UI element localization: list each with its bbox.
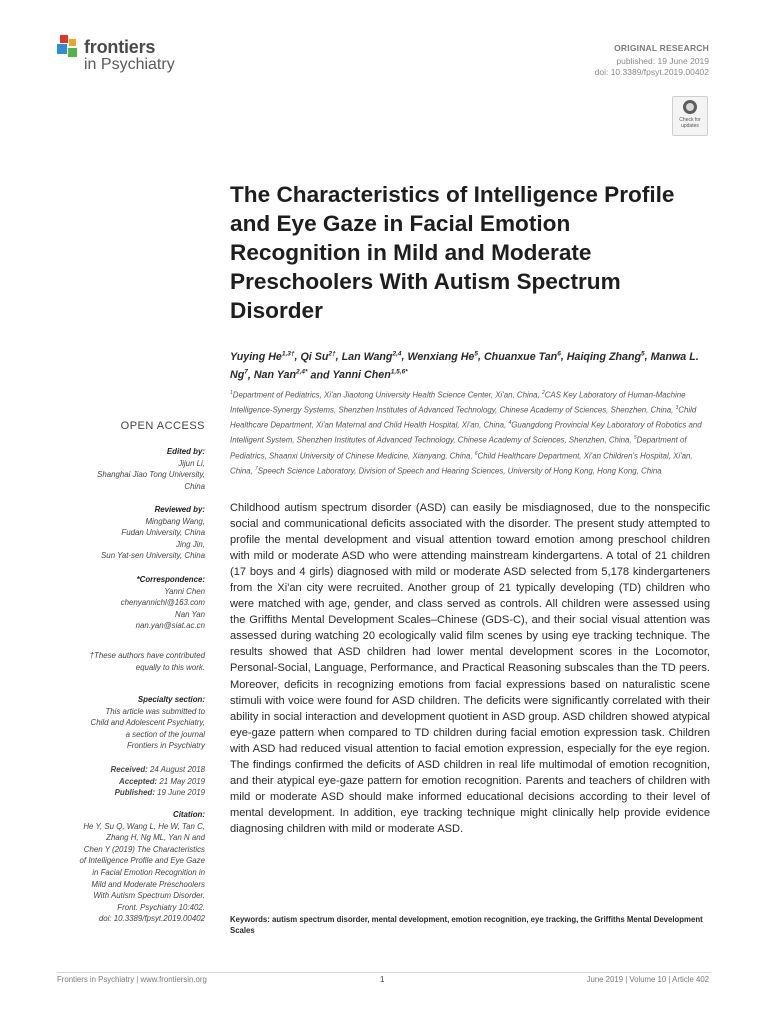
page-number: 1	[380, 975, 385, 984]
affiliation-marker: 3	[675, 405, 679, 412]
correspondence-line[interactable]: Nan Yan	[175, 609, 205, 619]
date-label: Received:	[110, 765, 148, 774]
affiliation-text: Speech Science Laboratory, Division of Speech and Hearing Sciences, University of Hong Kong, Hong Kong, China	[257, 466, 662, 476]
keywords: Keywords: autism spectrum disorder, mental development, emotion recognition, eye tracking, the Griffiths Mental Development Scales	[230, 915, 703, 936]
citation-line: Mild and Moderate Preschoolers	[91, 879, 205, 889]
reviewer-line: Mingbang Wang,	[145, 516, 205, 526]
check-updates-label: Check for updates	[679, 117, 701, 129]
author-name: Yanni Chen	[332, 369, 391, 382]
author-affiliation-marker: 7	[244, 368, 248, 376]
author-affiliation-marker: 2†	[328, 350, 336, 357]
date-row	[55, 776, 205, 788]
citation-section	[55, 809, 205, 925]
edited-by-section	[55, 446, 205, 492]
reviewed-by-heading: Reviewed by:	[154, 505, 205, 514]
author-list: Yuying $He^{1,3\dagger}$, Qi $Su^{2\dagger}$, Lan Wang$^{2,4}$, Wenxiang He$^5$, Chuanxue Tan$^6$, Haiqing Zhang$^5$, Manwa L. Ng$^7$, Nan Yan$^{2,4*}$ and Yanni Chen$^{1,5,6*}$	[230, 350, 699, 382]
affiliation-marker: 6	[474, 450, 478, 457]
author-affiliation-marker: 6	[557, 350, 561, 357]
citation-line: With Autism Spectrum Disorder.	[93, 891, 205, 901]
specialty-section	[55, 694, 205, 752]
editor-line: China	[184, 481, 205, 491]
affiliation-text: CAS Key Laboratory of Human-Machine Intelligence-Synergy Systems, Shenzhen Institutes of Advanced Technology, Chinese Academy of Sciences, Shenzhen, China,	[230, 390, 686, 415]
specialty-heading: Specialty section:	[137, 695, 205, 704]
check-for-updates-badge[interactable]	[672, 96, 708, 136]
affiliation-marker: 4	[508, 420, 512, 427]
reviewed-by-section	[55, 504, 205, 562]
article-title: The Characteristics of Intelligence Profile and Eye Gaze in Facial Emotion Recognition in Mild and Moderate Preschoolers With Autism Spectrum Disorder	[230, 182, 675, 323]
citation-text	[55, 821, 205, 925]
equal-note-line: †These authors have contributed	[89, 651, 205, 660]
date-row	[55, 787, 205, 799]
author[interactable]	[300, 351, 335, 363]
citation-line: He Y, Su Q, Wang L, He W, Tan C,	[83, 821, 205, 831]
author-name: Qi Su	[300, 350, 329, 363]
edited-by-list	[55, 458, 205, 493]
affiliation-marker: 7	[255, 465, 258, 472]
journal-brand: frontiers	[84, 37, 156, 57]
affiliation-text: Child Healthcare Department, Xi'an Maternal and Child Health Hospital, Xi'an, China,	[230, 405, 697, 430]
citation-line: in Facial Emotion Recognition in	[92, 867, 205, 877]
author[interactable]	[407, 351, 478, 363]
citation-line: of Intelligence Profile and Eye Gaze	[79, 856, 205, 866]
author-name: Yuying He	[230, 350, 282, 363]
reviewer-line: Jing Jin,	[176, 539, 205, 549]
correspondence-line[interactable]: nan.yan@siat.ac.cn	[135, 621, 205, 631]
affiliation-text: Guangdong Provincial Key Laboratory of Robotics and Intelligent System, Shenzhen Institutes of Advanced Technology, Chinese Academy of Sciences, Shenzhen, China,	[230, 420, 702, 445]
edited-by-heading: Edited by:	[166, 447, 205, 456]
footer-volume-info: June 2019 | Volume 10 | Article 402	[586, 975, 709, 984]
author[interactable]	[484, 351, 561, 363]
affiliation-text: Child Healthcare Department, Xi'an Children's Hospital, Xi'an, China,	[230, 451, 693, 476]
author[interactable]	[254, 369, 308, 381]
author[interactable]	[332, 369, 407, 381]
article-dates	[55, 764, 205, 799]
author[interactable]	[342, 351, 402, 363]
date-label: Accepted:	[119, 776, 158, 786]
specialty-line: Frontiers in Psychiatry	[126, 741, 205, 751]
affiliation-text: Department of Pediatrics, Shaanxi University of Chinese Medicine, Xianyang, China,	[230, 436, 687, 461]
open-access-label: OPEN ACCESS	[120, 420, 205, 432]
journal-name: in Psychiatry	[84, 56, 175, 73]
equal-contribution-text	[55, 650, 205, 673]
affiliation-marker: 2	[541, 390, 545, 396]
article-type: ORIGINAL RESEARCH	[614, 43, 709, 53]
editor-line: Jijun Li,	[178, 458, 205, 468]
author-affiliation-marker: 5	[474, 350, 479, 357]
date-value: 21 May 2019	[157, 776, 205, 786]
citation-line: Zhang H, Ng ML, Yan N and	[106, 833, 205, 843]
equal-note-line: equally to this work.	[135, 662, 205, 672]
date-value: 24 August 2018	[147, 765, 205, 774]
affiliation-marker: 1	[230, 390, 233, 396]
equal-contribution-note	[55, 650, 205, 673]
citation-line: doi: 10.3389/fpsyt.2019.00402	[98, 914, 205, 924]
specialty-line: a section of the journal	[125, 729, 205, 739]
date-label: Published:	[114, 788, 155, 798]
citation-line: Chen Y (2019) The Characteristics	[83, 844, 205, 854]
author-affiliation-marker: 1,5,6*	[390, 368, 408, 376]
specialty-text	[55, 706, 205, 752]
abstract: Childhood autism spectrum disorder (ASD) can easily be misdiagnosed, due to the nonspecific social and communicational deficits associated with the disorder. The present study attempted to profile the mental development and visual attention toward emotion among preschool children with mild or moderate ASD who were attending mainstream kindergartens. A total of 21 children (17 boys and 4 girls) diagnosed with mild or moderate ASD selected from 5,178 kindergarteners from the Xi'an city were recruited. Another group of 21 typically developing (TD) children who were matched with age, gender, and class served as controls. All children were assessed using the Griffiths Mental Development Scales–Chinese (GDS-C), and their social visual attention was assessed during watching 20 ecologically valid film scenes by using eye tracking technique. The results showed that ASD children had lower mental development scores in the Locomotor, Personal-Social, Language, Performance, and Practical Reasoning subscales than the TD peers. Moreover, deficits in recognizing emotions from facial expressions based on naturalistic scene stimuli with voice were found for ASD children. The deficits were significantly correlated with their ability in social interaction and development quotient in ASD group. ASD children showed atypical eye-gaze pattern when compared to TD children during facial emotion expression task. Children with ASD had reduced visual attention to facial emotion expression, especially for the eye region. The findings confirmed the deficits of ASD children in real life multimodal of emotion recognition, and their atypical eye-gaze pattern for emotion recognition. Parents and teachers of children with mild or moderate ASD should make informed educational decisions according to their level of mental development. In addition, eye tracking technique might clinically help provide evidence diagnosing children with mild or moderate ASD.	[230, 502, 710, 835]
editor-line: Shanghai Jiao Tong University,	[97, 470, 205, 480]
journal-logo[interactable]	[57, 34, 217, 84]
check-updates-icon	[683, 100, 697, 114]
affiliation-marker: 5	[633, 435, 637, 442]
date-row	[55, 764, 205, 776]
reviewer-line: Sun Yat-sen University, China	[101, 551, 205, 561]
doi-link[interactable]: doi: 10.3389/fpsyt.2019.00402	[594, 67, 709, 77]
author-name: Lan Wang	[341, 350, 393, 363]
frontiers-logo-icon	[57, 35, 81, 61]
author-name: Haiqing Zhang	[566, 350, 642, 363]
correspondence-heading: *Correspondence:	[136, 575, 205, 584]
affiliation-text: Department of Pediatrics, Xi'an Jiaotong University Health Science Center, Xi'an, China,	[232, 390, 540, 400]
author-name: Manwa L. Ng	[230, 350, 699, 382]
date-value: 19 June 2019	[154, 788, 205, 798]
correspondence-section	[55, 574, 205, 632]
author-affiliation-marker: 5	[641, 350, 645, 357]
published-date: published: 19 June 2019	[616, 56, 709, 66]
author-affiliation-marker: 2,4	[392, 350, 402, 357]
citation-line: Front. Psychiatry 10:402.	[117, 902, 205, 912]
author-name: Nan Yan	[253, 369, 296, 382]
citation-heading: Citation:	[173, 810, 205, 819]
reviewed-by-list	[55, 516, 205, 562]
correspondence-line[interactable]: Yanni Chen	[164, 586, 205, 596]
author-name: Wenxiang He	[407, 350, 475, 363]
footer-journal-link[interactable]: Frontiers in Psychiatry | www.frontiersin.org	[57, 975, 207, 984]
correspondence-line[interactable]: chenyannichl@163.com	[120, 598, 205, 608]
author[interactable]	[567, 351, 645, 363]
specialty-line: This article was submitted to	[105, 706, 205, 716]
specialty-line: Child and Adolescent Psychiatry,	[90, 718, 205, 728]
affiliations	[230, 387, 710, 478]
author-affiliation-marker: 1,3†	[281, 350, 295, 357]
reviewer-line: Fudan University, China	[121, 528, 205, 538]
footer-divider	[57, 972, 711, 973]
correspondence-list[interactable]	[55, 586, 205, 632]
author[interactable]	[230, 351, 295, 363]
author-name: Chuanxue Tan	[483, 350, 558, 363]
author-affiliation-marker: 2,4*	[296, 368, 308, 376]
